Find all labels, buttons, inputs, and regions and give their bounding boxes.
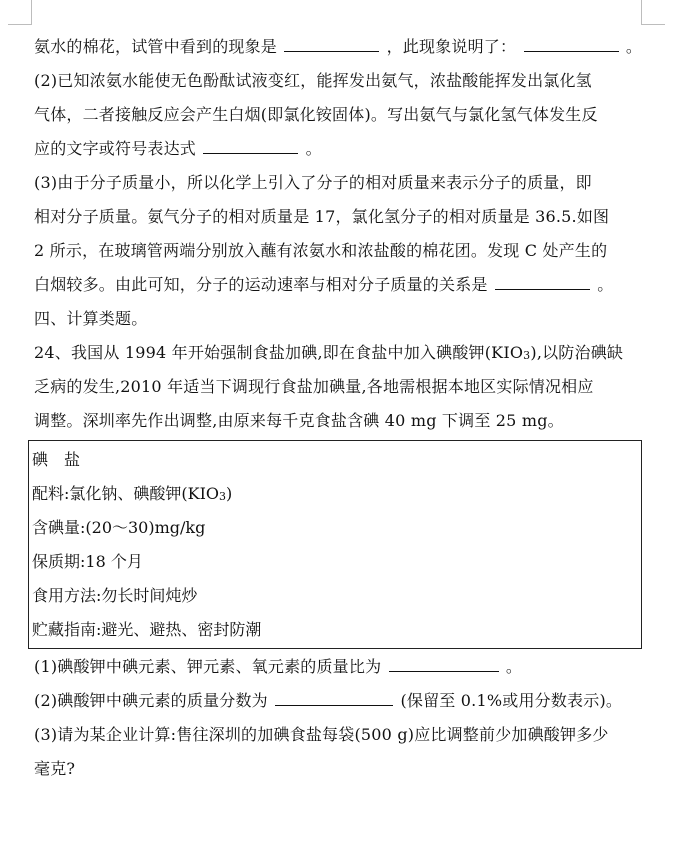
text-segment: 。 (597, 275, 614, 294)
label-ingredients-prefix: 配料:氯化钠、碘酸钾(KIO (32, 484, 220, 503)
page-corner-mark-top-right-vertical (641, 0, 643, 24)
text-line-8 (34, 268, 646, 302)
answer-blank-explanation[interactable] (524, 35, 619, 52)
label-usage: 食用方法:勿长时间炖炒 (32, 586, 198, 605)
page-corner-mark-top-left-horizontal (8, 24, 32, 26)
question-text: 。 (505, 657, 523, 676)
answer-blank-mass-fraction[interactable] (275, 689, 393, 706)
answer-blank-mass-ratio[interactable] (389, 655, 499, 672)
answer-blank-reaction-expression[interactable] (203, 137, 298, 154)
text-segment: ，此现象说明了： (386, 37, 517, 56)
text-line-2: (2)已知浓氨水能使无色酚酞试液变红，能挥发出氨气，浓盐酸能挥发出氯化氢 (34, 71, 592, 90)
question-list (34, 650, 646, 786)
text-segment: 白烟较多。由此可知，分子的运动速率与相对分子质量的关系是 (34, 275, 488, 294)
section-heading-calculation: 四、计算类题。 (34, 309, 148, 328)
text-line-7: 2 所示，在玻璃管两端分别放入蘸有浓氨水和浓盐酸的棉花团。发现 C 处产生的 (34, 241, 608, 260)
label-shelf-life: 保质期:18 个月 (32, 552, 143, 571)
text-segment: 。 (305, 139, 322, 158)
text-segment: 。 (625, 37, 643, 56)
text-segment: ),以防治碘缺 (530, 343, 624, 362)
question-3-line-1: (3)请为某企业计算:售往深圳的加碘食盐每袋(500 g)应比调整前少加碘酸钾多少 (34, 725, 609, 744)
text-line-1 (34, 30, 646, 64)
chemical-subscript: 3 (523, 349, 531, 362)
text-line-3: 气体，二者接触反应会产生白烟(即氯化铵固体)。写出氨气与氯化氢气体发生反 (34, 105, 598, 124)
page-corner-mark-top-left-vertical (31, 0, 33, 24)
answer-blank-phenomenon[interactable] (284, 35, 379, 52)
label-storage: 贮藏指南:避光、避热、密封防潮 (32, 620, 262, 639)
label-ingredients (32, 477, 632, 511)
text-line-5: (3)由于分子质量小，所以化学上引入了分子的相对质量来表示分子的质量，即 (34, 173, 592, 192)
text-line-4 (34, 132, 646, 166)
label-ingredients-suffix: ) (226, 484, 233, 503)
question-1 (34, 650, 646, 684)
question-24-line-2: 乏病的发生,2010 年适当下调现行食盐加碘量,各地需根据本地区实际情况相应 (34, 377, 594, 396)
text-segment: 24、我国从 1994 年开始强制食盐加碘,即在食盐中加入碘酸钾(KIO (34, 343, 524, 362)
iodized-salt-label-box (28, 440, 642, 649)
label-title: 碘 盐 (32, 450, 81, 469)
label-box-content (32, 443, 632, 647)
label-ingredients-subscript: 3 (219, 490, 227, 503)
question-text: (2)碘酸钾中碘元素的质量分数为 (34, 691, 268, 710)
question-2 (34, 684, 646, 718)
page-corner-mark-top-right-horizontal (641, 24, 665, 26)
question-text: (保留至 0.1%或用分数表示)。 (400, 691, 623, 710)
question-24-line-1 (34, 336, 646, 370)
question-3-line-2: 毫克? (34, 759, 76, 778)
label-iodine-content: 含碘量:(20～30)mg/kg (32, 518, 206, 537)
answer-blank-motion-relation[interactable] (495, 273, 590, 290)
main-text-block (34, 30, 646, 438)
text-segment: 应的文字或符号表达式 (34, 139, 197, 158)
question-24-line-3: 调整。深圳率先作出调整,由原来每千克食盐含碘 40 mg 下调至 25 mg。 (34, 411, 564, 430)
question-text: (1)碘酸钾中碘元素、钾元素、氧元素的质量比为 (34, 657, 382, 676)
text-line-6: 相对分子质量。氨气分子的相对质量是 17，氯化氢分子的相对质量是 36.5.如图 (34, 207, 610, 226)
text-segment: 氨水的棉花，试管中看到的现象是 (34, 37, 278, 56)
